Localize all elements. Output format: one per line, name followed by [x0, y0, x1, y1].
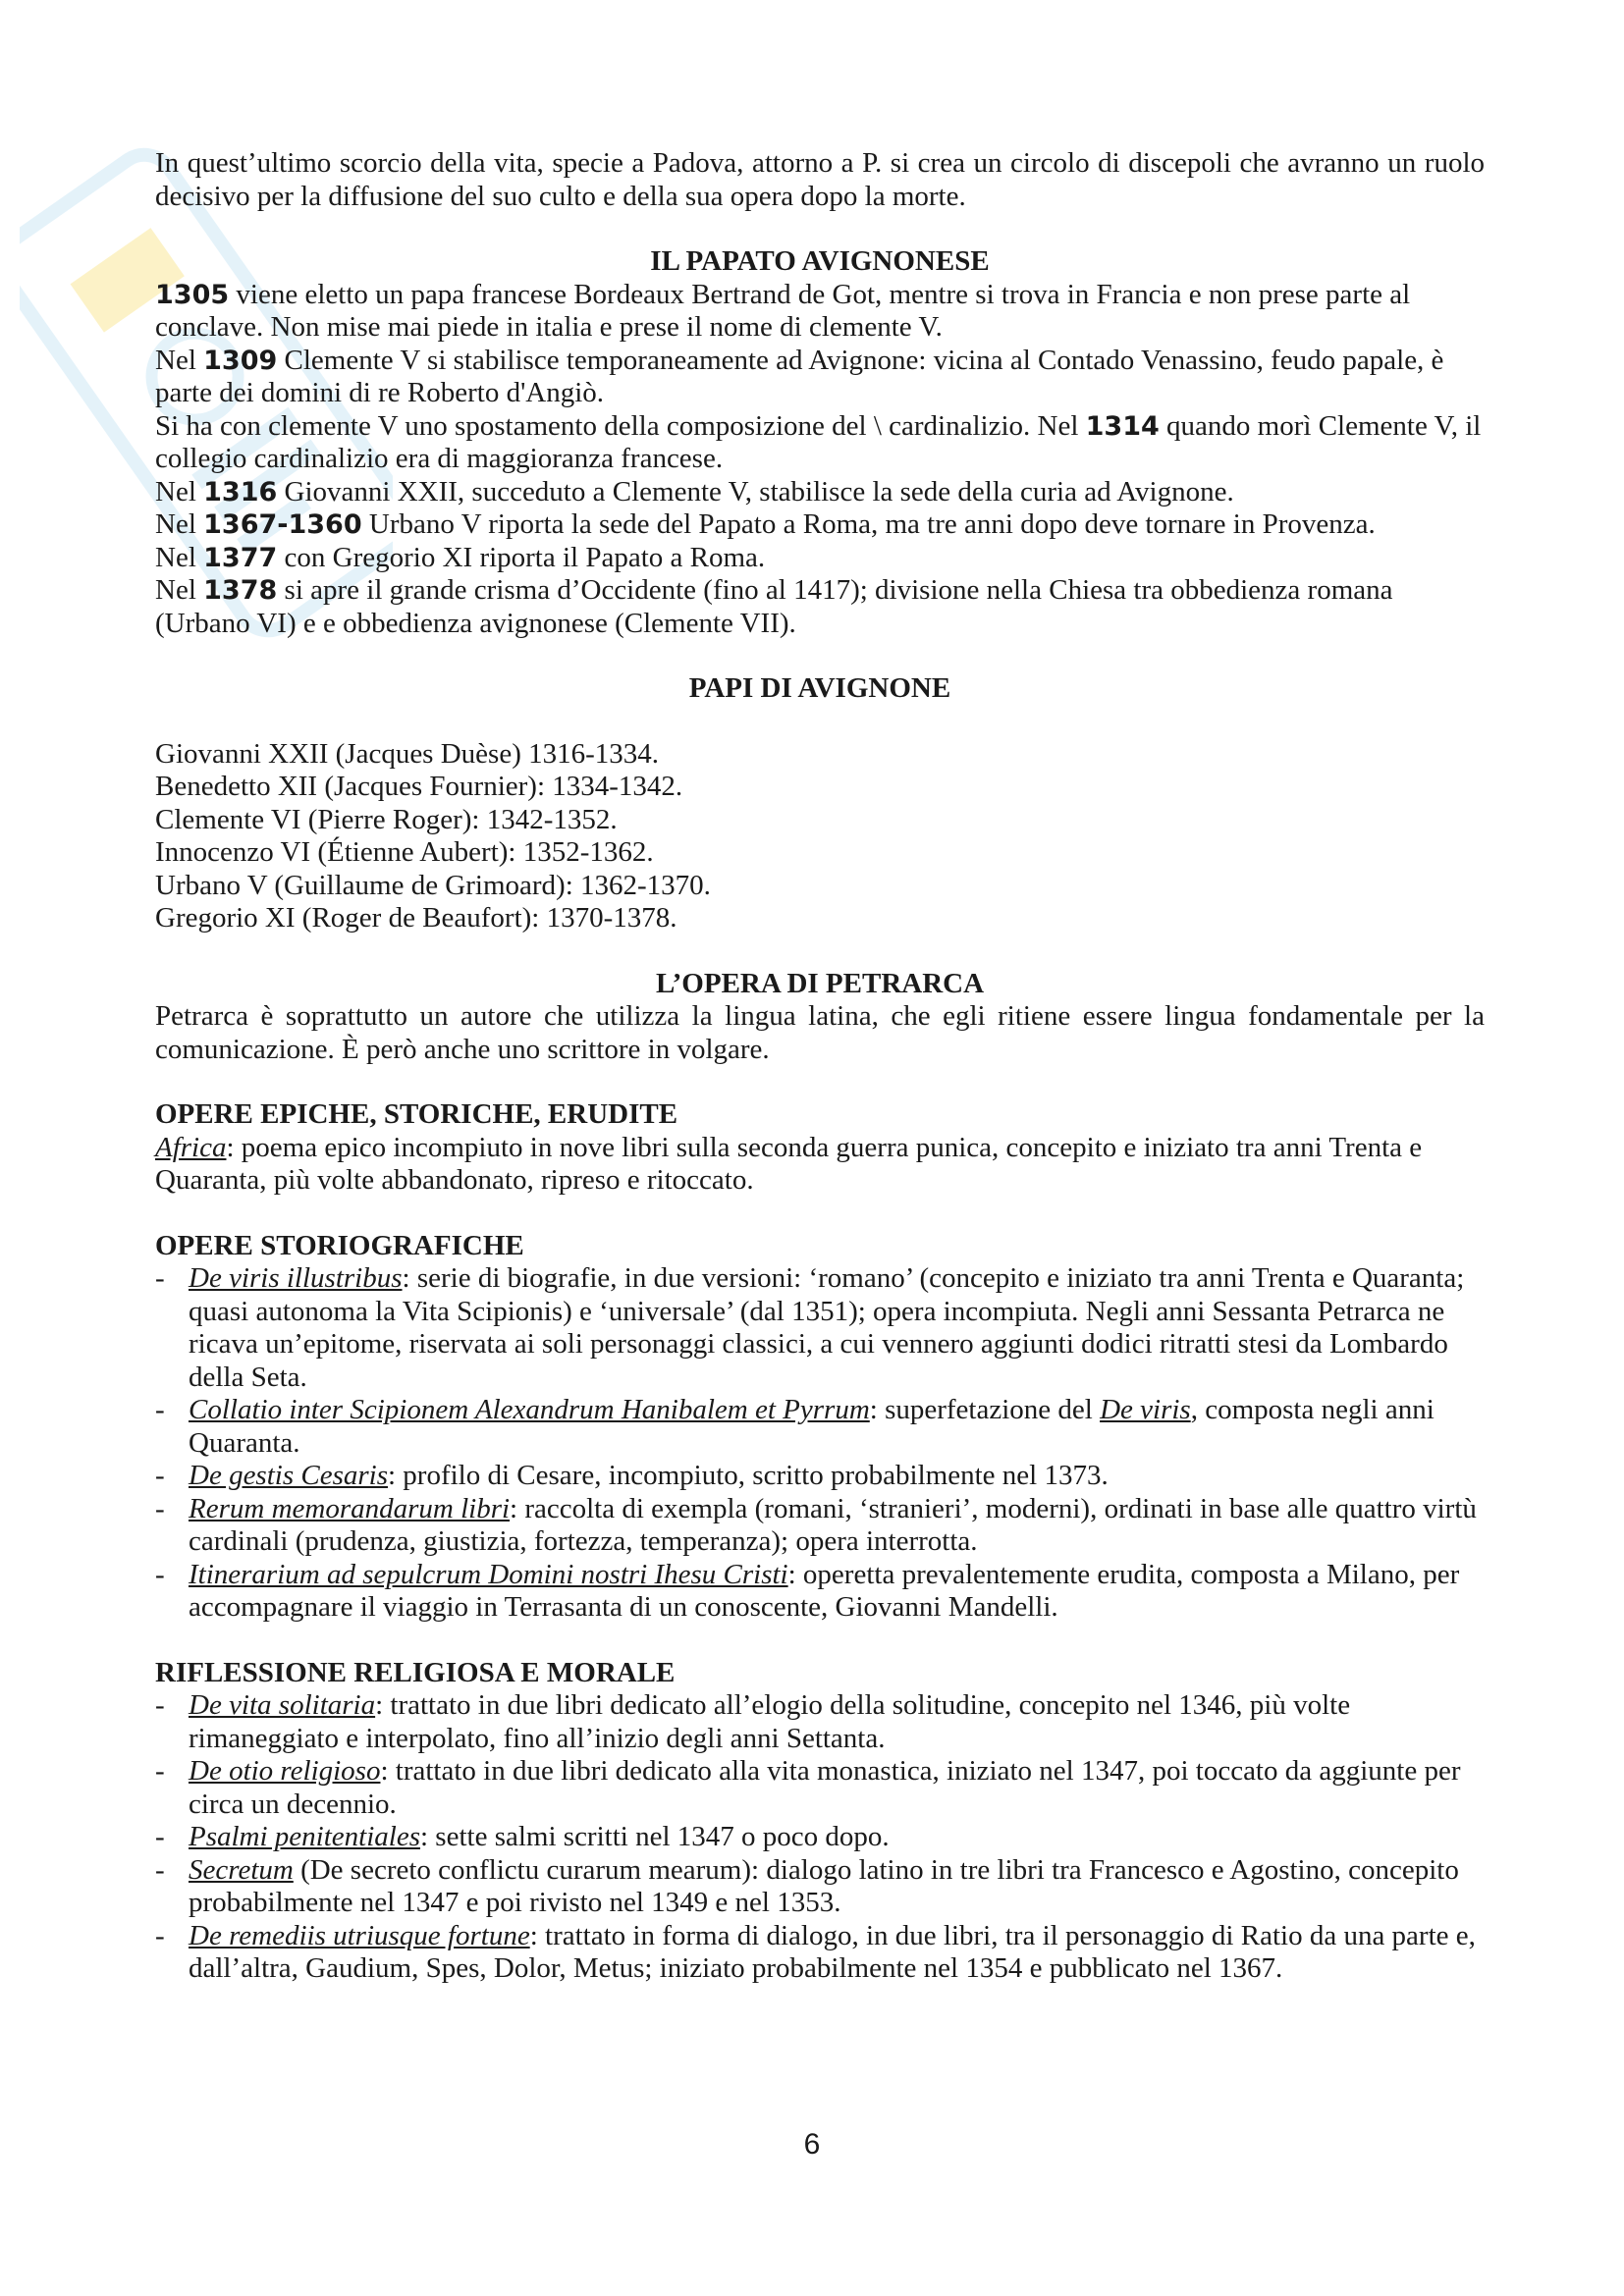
list-item: - Psalmi penitentiales: sette salmi scritti nel 1347 o poco dopo. [155, 1821, 1485, 1854]
papa-item: Gregorio XI (Roger de Beaufort): 1370-1378. [155, 902, 677, 934]
list-item: - Secretum (De secreto conflictu curarum mearum): dialogo latino in tre libri tra Francesco e Agostino, concepito probabilmente nel 1347 e poi rivisto nel 1349 e nel 1353. [155, 1854, 1485, 1920]
list-item: - De gestis Cesaris: profilo di Cesare, incompiuto, scritto probabilmente nel 1373. [155, 1460, 1485, 1493]
work-title: De viris illustribus [189, 1262, 403, 1294]
work-title: Rerum memorandarum libri [189, 1492, 511, 1524]
papi-list [155, 738, 1485, 935]
list-item: - De vita solitaria: trattato in due libri dedicato all’elogio della solitudine, concepito nel 1346, più volte rimaneggiato e interpolato, fino all’inizio degli anni Settanta. [155, 1689, 1485, 1755]
list-item: - De otio religioso: trattato in due libri dedicato alla vita monastica, iniziato nel 1347, poi toccato da aggiunte per circa un decennio. [155, 1755, 1485, 1821]
page-number: 6 [803, 2128, 821, 2161]
year: 1314 [1085, 410, 1160, 442]
work-title: De otio religioso [189, 1755, 381, 1787]
year: 1367-1360 [203, 509, 362, 540]
papa-item: Innocenzo VI (Étienne Aubert): 1352-1362. [155, 836, 654, 868]
papato-section [155, 279, 1485, 641]
work-title: De vita solitaria [189, 1689, 376, 1721]
work-title: Collatio inter Scipionem Alexandrum Hanibalem et Pyrrum [189, 1394, 870, 1425]
religiosa-heading: RIFLESSIONE RELIGIOSA E MORALE [155, 1656, 676, 1688]
epiche-paragraph: Africa: poema epico incompiuto in nove libri sulla seconda guerra punica, concepito e iniziato tra anni Trenta e Quaranta, più volte abbandonato, ripreso e ritoccato. [155, 1131, 1423, 1196]
work-title: De remediis utriusque fortune [189, 1919, 530, 1951]
work-title: De viris [1100, 1394, 1191, 1425]
year: 1377 [203, 542, 278, 573]
papato-entry: 1305 viene eletto un papa francese Bordeaux Bertrand de Got, mentre si trova in Francia e non prese parte al conclave. Non mise mai piede in italia e prese il nome di clemente V. [155, 278, 1411, 343]
papa-item: Urbano V (Guillaume de Grimoard): 1362-1370. [155, 869, 711, 901]
papa-item: Giovanni XXII (Jacques Duèse) 1316-1334. [155, 737, 660, 770]
papato-entry: Nel 1377 con Gregorio XI riporta il Papato a Roma. [155, 541, 766, 573]
list-item: - Itinerarium ad sepulcrum Domini nostri Ihesu Cristi: operetta prevalentemente erudita, composta a Milano, per accompagnare il viaggio in Terrasanta di un conoscente, Giovanni Mandelli. [155, 1559, 1485, 1625]
work-title: Secretum [189, 1853, 294, 1886]
work-title: Africa [155, 1131, 227, 1163]
papato-entry: Si ha con clemente V uno spostamento della composizione del \ cardinalizio. Nel 1314 quando morì Clemente V, il collegio cardinalizio era di maggioranza francese. [155, 409, 1482, 474]
list-item: - Collatio inter Scipionem Alexandrum Hanibalem et Pyrrum: superfetazione del De viris, composta negli anni Quaranta. [155, 1394, 1485, 1460]
year: 1309 [203, 345, 278, 376]
papato-heading: IL PAPATO AVIGNONESE [650, 245, 990, 277]
list-item: - De remediis utriusque fortune: trattato in forma di dialogo, in due libri, tra il personaggio di Ratio da una parte e, dall’altra, Gaudium, Spes, Dolor, Metus; iniziato probabilmente nel 1354 e pubblicato nel 1367. [155, 1920, 1485, 1986]
document-body [155, 147, 1485, 1986]
papa-item: Clemente VI (Pierre Roger): 1342-1352. [155, 803, 618, 835]
year: 1378 [203, 575, 278, 606]
papato-entry: Nel 1316 Giovanni XXII, succeduto a Clemente V, stabilisce la sede della curia ad Avignone. [155, 475, 1234, 507]
work-title: Psalmi penitentiales [189, 1821, 420, 1852]
papato-entry: Nel 1309 Clemente V si stabilisce temporaneamente ad Avignone: vicina al Contado Venassino, feudo papale, è parte dei domini di re Roberto d'Angiò. [155, 344, 1444, 408]
list-item: - De viris illustribus: serie di biografie, in due versioni: ‘romano’ (concepito e iniziato tra anni Trenta e Quaranta; quasi autonoma la Vita Scipionis) e ‘universale’ (dal 1351); opera incompiuta. Negli anni Sessanta Petrarca ne ricava un’epitome, riservata ai soli personaggi classici, a cui vennero aggiunti dodici ritratti stesi da Lombardo della Seta. [155, 1262, 1485, 1394]
year: 1316 [203, 476, 278, 507]
work-title: Itinerarium ad sepulcrum Domini nostri Ihesu Cristi [189, 1558, 788, 1590]
epiche-heading: OPERE EPICHE, STORICHE, ERUDITE [155, 1098, 678, 1130]
year: 1305 [155, 279, 230, 310]
work-title: De gestis Cesaris [189, 1460, 388, 1491]
storiografiche-list [155, 1262, 1485, 1625]
storiografiche-heading: OPERE STORIOGRAFICHE [155, 1229, 524, 1261]
papato-entry: Nel 1378 si apre il grande crisma d’Occidente (fino al 1417); divisione nella Chiesa tra obbedienza romana (Urbano VI) e e obbedienza avignonese (Clemente VII). [155, 574, 1393, 639]
papa-item: Benedetto XII (Jacques Fournier): 1334-1342. [155, 771, 683, 802]
intro-paragraph: In quest’ultimo scorcio della vita, specie a Padova, attorno a P. si crea un circolo di discepoli che avranno un ruolo decisivo per la diffusione del suo culto e della sua opera dopo la morte. [155, 147, 1485, 212]
list-item: - Rerum memorandarum libri: raccolta di exempla (romani, ‘stranieri’, moderni), ordinati in base alle quattro virtù cardinali (prudenza, giustizia, fortezza, temperanza); opera interrotta. [155, 1493, 1485, 1559]
opera-paragraph: Petrarca è soprattutto un autore che utilizza la lingua latina, che egli ritiene essere lingua fondamentale per la comunicazione. È però anche uno scrittore in volgare. [155, 1000, 1485, 1065]
papi-heading: PAPI DI AVIGNONE [688, 672, 951, 704]
religiosa-list [155, 1689, 1485, 1986]
opera-heading: L’OPERA DI PETRARCA [655, 967, 985, 999]
papato-entry: Nel 1367-1360 Urbano V riporta la sede del Papato a Roma, ma tre anni dopo deve tornare in Provenza. [155, 508, 1376, 540]
